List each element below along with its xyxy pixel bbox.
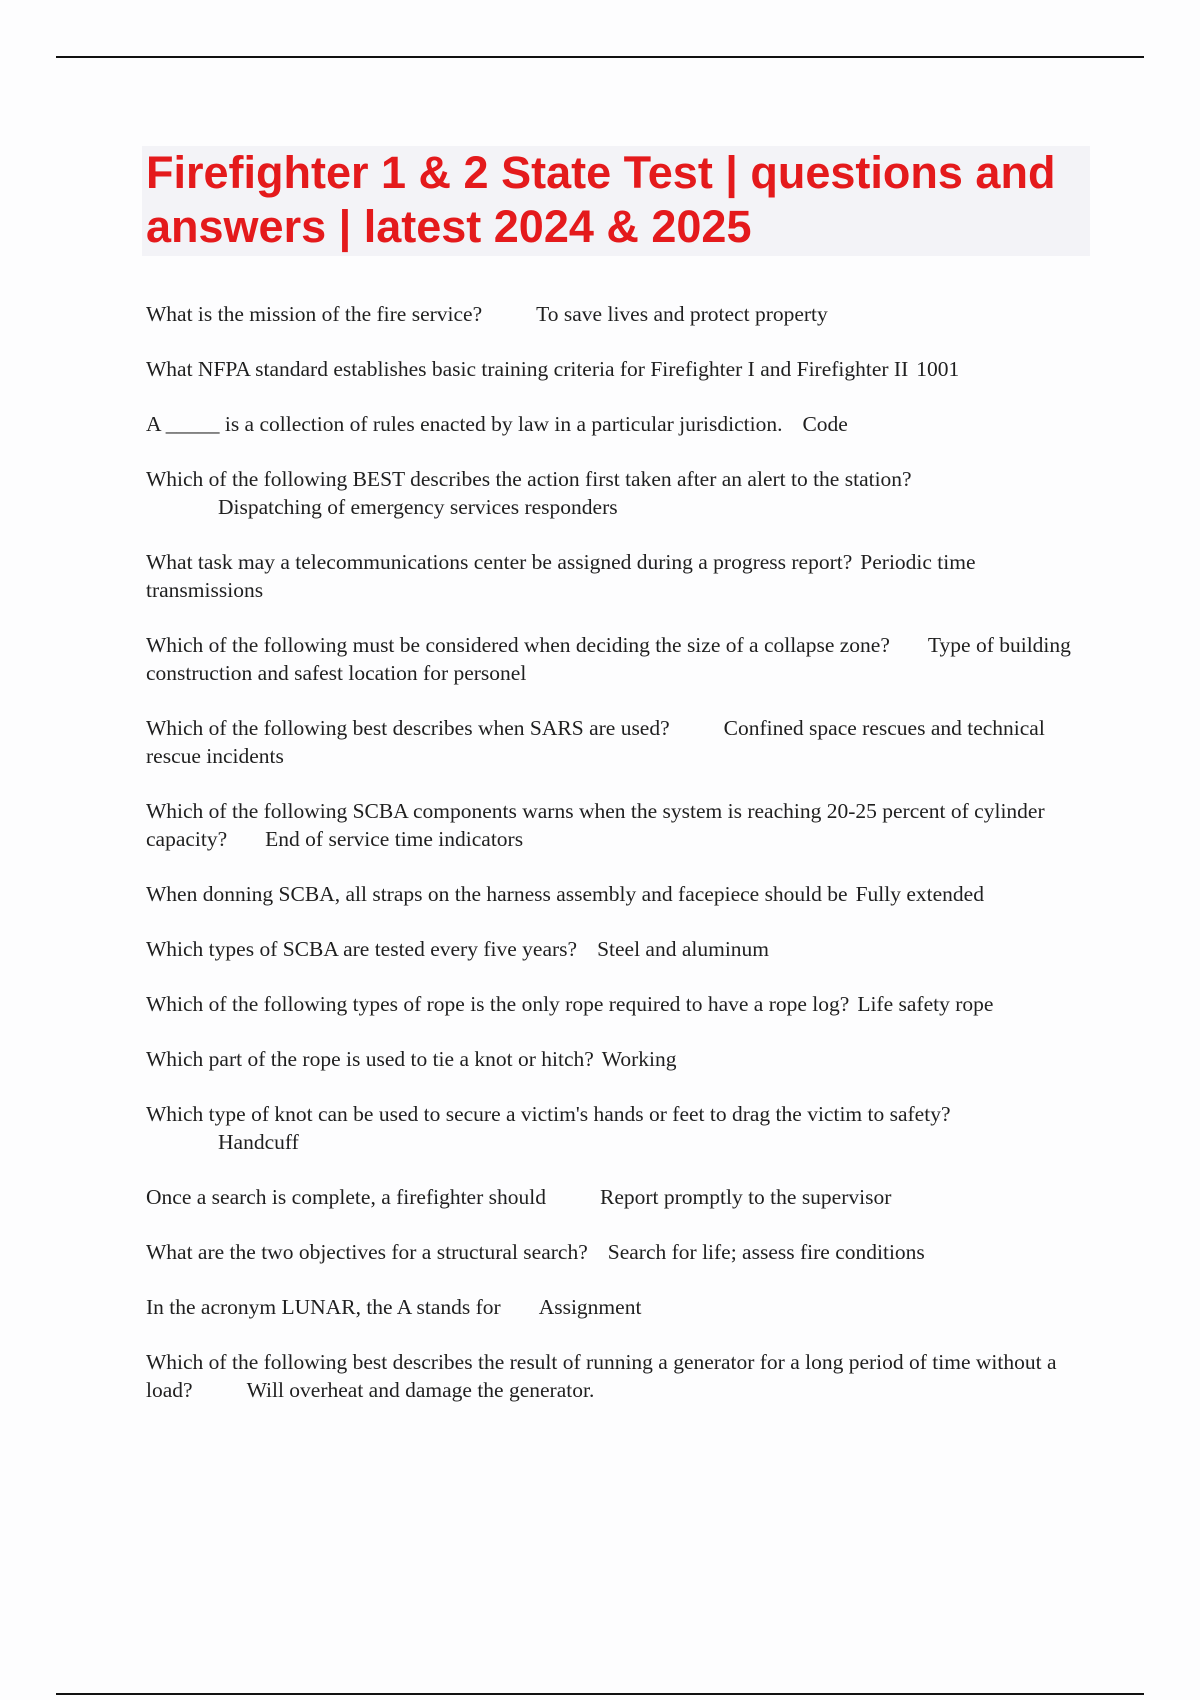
qa-item <box>146 355 1096 383</box>
question-text: A _____ is a collection of rules enacted by law in a particular jurisdiction. <box>146 412 783 436</box>
question-text: Which of the following SCBA components warns when the system is reaching 20-25 percent of cylinder capacity? <box>146 799 1045 851</box>
answer-text: Report promptly to the supervisor <box>599 1185 892 1209</box>
top-rule <box>56 56 1144 58</box>
qa-item <box>146 1238 1096 1266</box>
qa-item <box>146 935 1096 963</box>
question-text: What NFPA standard establishes basic training criteria for Firefighter I and Firefighter II <box>146 357 909 381</box>
page-title: Firefighter 1 & 2 State Test | questions and answers | latest 2024 & 2025 <box>146 147 1056 252</box>
question-text: Which of the following types of rope is the only rope required to have a rope log? <box>146 992 850 1016</box>
answer-text: Handcuff <box>218 1130 299 1154</box>
answer-text: Periodic time transmissions <box>146 550 976 602</box>
qa-item <box>146 410 1096 438</box>
answer-text: Dispatching of emergency services responders <box>218 495 618 519</box>
question-text: Which part of the rope is used to tie a knot or hitch? <box>146 1047 594 1071</box>
question-text: Which type of knot can be used to secure a victim's hands or feet to drag the victim to safety? <box>146 1102 951 1126</box>
question-text: Once a search is complete, a firefighter should <box>146 1185 546 1209</box>
qa-item <box>146 300 1096 328</box>
answer-text: Code <box>802 412 848 436</box>
qa-item <box>146 880 1096 908</box>
answer-text: Type of building construction and safest location for personel <box>146 633 1071 685</box>
answer-text: End of service time indicators <box>265 827 524 851</box>
qa-item <box>146 1045 1096 1073</box>
question-text: Which of the following BEST describes the action first taken after an alert to the station? <box>146 467 912 491</box>
answer-text: Fully extended <box>855 882 984 906</box>
question-text: What task may a telecommunications center be assigned during a progress report? <box>146 550 853 574</box>
qa-list <box>146 300 1096 1431</box>
question-text: Which of the following must be considered when deciding the size of a collapse zone? <box>146 633 890 657</box>
answer-text: Life safety rope <box>857 992 994 1016</box>
answer-text: Working <box>601 1047 677 1071</box>
question-text: Which types of SCBA are tested every five years? <box>146 937 578 961</box>
qa-item <box>146 631 1096 687</box>
answer-text: Steel and aluminum <box>597 937 770 961</box>
qa-item <box>146 1183 1096 1211</box>
qa-item <box>146 1348 1096 1404</box>
answer-text: Confined space rescues and technical rescue incidents <box>146 716 1045 768</box>
qa-item <box>146 465 1096 521</box>
answer-text: Will overheat and damage the generator. <box>246 1378 595 1402</box>
answer-text: Assignment <box>538 1295 642 1319</box>
question-text: What are the two objectives for a structural search? <box>146 1240 588 1264</box>
question-text: Which of the following best describes the result of running a generator for a long period of time without a load? <box>146 1350 1057 1402</box>
question-text: When donning SCBA, all straps on the harness assembly and facepiece should be <box>146 882 848 906</box>
bottom-rule <box>56 1693 1144 1695</box>
question-text: In the acronym LUNAR, the A stands for <box>146 1295 501 1319</box>
question-text: What is the mission of the fire service? <box>146 302 483 326</box>
answer-text: 1001 <box>916 357 960 381</box>
qa-item <box>146 714 1096 770</box>
qa-item <box>146 990 1096 1018</box>
question-text: Which of the following best describes when SARS are used? <box>146 716 670 740</box>
qa-item <box>146 1293 1096 1321</box>
qa-item <box>146 797 1096 853</box>
qa-item <box>146 548 1096 604</box>
answer-text: Search for life; assess fire conditions <box>607 1240 925 1264</box>
qa-item <box>146 1100 1096 1156</box>
answer-text: To save lives and protect property <box>536 302 828 326</box>
